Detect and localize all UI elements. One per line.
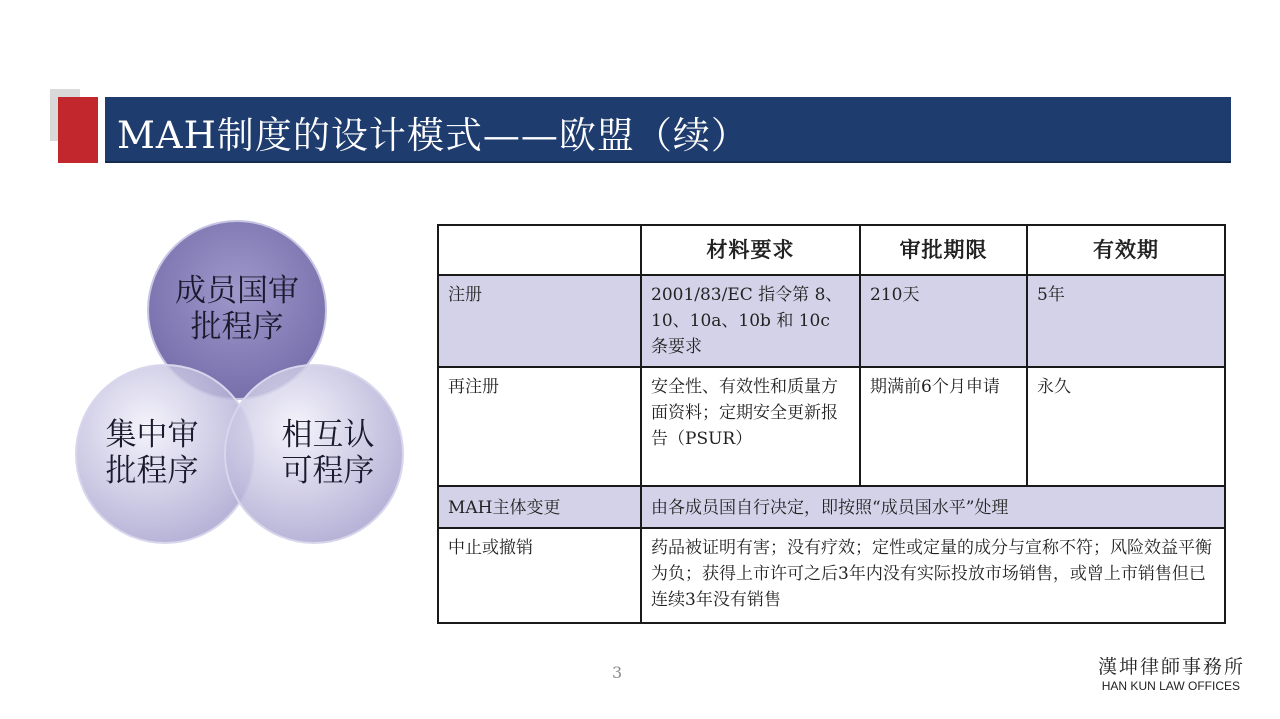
logo-english-name: HAN KUN LAW OFFICES <box>1101 679 1240 693</box>
cell-validity: 永久 <box>1027 367 1225 486</box>
venn-label-right-1: 相互认 <box>281 417 375 453</box>
table-row <box>438 486 1225 528</box>
header-validity: 有效期 <box>1027 225 1225 275</box>
cell-materials: 2001/83/EC 指令第 8、10、10a、10b 和 10c 条要求 <box>641 275 860 367</box>
cell-materials: 安全性、有效性和质量方面资料；定期安全更新报告（PSUR） <box>641 367 860 486</box>
venn-label-left-1: 集中审 <box>105 417 199 453</box>
venn-label-top-2: 批程序 <box>190 309 284 345</box>
cell-merged: 药品被证明有害；没有疗效；定性或定量的成分与宣称不符；风险效益平衡为负；获得上市许可之后3年内没有实际投放市场销售，或曾上市销售但已连续3年没有销售 <box>641 528 1225 623</box>
row-label: 再注册 <box>438 367 641 486</box>
slide-title: MAH制度的设计模式——欧盟（续） <box>117 114 749 157</box>
row-label: 注册 <box>438 275 641 367</box>
table-row <box>438 275 1225 367</box>
table-row <box>438 528 1225 623</box>
row-label: 中止或撤销 <box>438 528 641 623</box>
logo-chinese-name: 漢坤律師事務所 <box>1098 656 1246 678</box>
header-cell-empty <box>438 225 641 275</box>
eu-mah-table <box>437 224 1226 624</box>
firm-logo <box>1098 652 1246 693</box>
header-approval-period: 审批期限 <box>860 225 1027 275</box>
cell-validity: 5年 <box>1027 275 1225 367</box>
venn-label-right-2: 可程序 <box>281 453 375 489</box>
header-materials: 材料要求 <box>641 225 860 275</box>
row-label: MAH主体变更 <box>438 486 641 528</box>
table-header-row <box>438 225 1225 275</box>
venn-label-top-1: 成员国审 <box>175 273 299 309</box>
table-row <box>438 367 1225 486</box>
decor-red-square <box>58 97 98 163</box>
venn-diagram <box>60 215 420 545</box>
title-bar <box>105 97 1231 163</box>
cell-approval-period: 期满前6个月申请 <box>860 367 1027 486</box>
venn-label-left-2: 批程序 <box>105 453 199 489</box>
page-number: 3 <box>612 663 623 682</box>
cell-approval-period: 210天 <box>860 275 1027 367</box>
cell-merged: 由各成员国自行决定，即按照“成员国水平”处理 <box>641 486 1225 528</box>
